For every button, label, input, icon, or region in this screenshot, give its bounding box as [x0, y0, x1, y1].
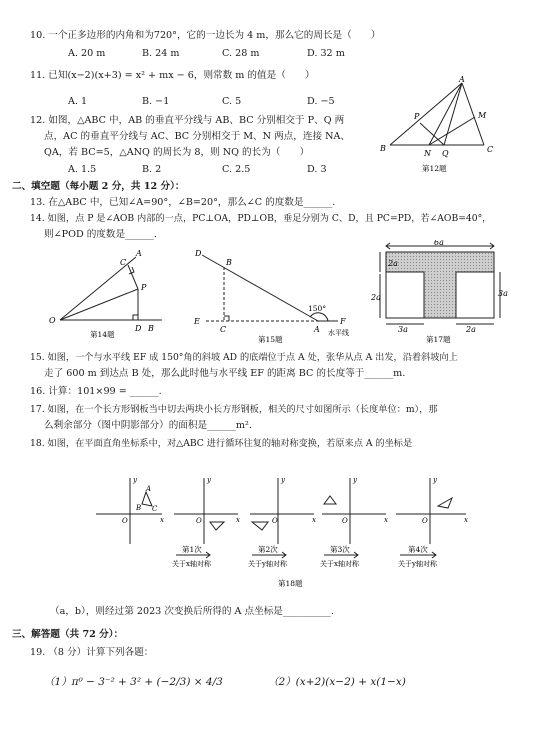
section-2-title: 二、填空题（每小题 2 分，共 12 分）：: [12, 181, 185, 192]
q19-part-2: （2）(x+2)(x−2) + x(1−x): [268, 676, 406, 688]
fig14-label-a: A: [136, 249, 142, 258]
fig14-label-b: B: [148, 324, 154, 333]
fig18-p5-x-label: x: [464, 516, 468, 524]
fig18-step-1: 第1次: [182, 545, 202, 554]
fig14-label-c: C: [120, 258, 127, 267]
fig18-p1-label-b: B: [136, 504, 142, 512]
fig18-rule-4: 关于y轴对称: [398, 560, 437, 568]
figure-15: [188, 245, 358, 345]
fig15-angle-label: 150°: [308, 304, 327, 313]
fig17-label-bottom-left: 3a: [398, 325, 408, 334]
fig18-step-2: 第2次: [258, 545, 278, 554]
q12-option-b: B. 2: [142, 164, 162, 175]
q17-line-1: 17. 如图，在一个长方形钢板当中切去两块小长方形钢板，相关的尺寸如图所示（长度单位：m），那: [30, 404, 438, 415]
q12-line-1: 12. 如图，△ABC 中，AB 的垂直平分线与 AB、BC 分别相交于 P、Q 两: [30, 115, 345, 126]
fig15-label-a: A: [314, 325, 320, 334]
q15-line-2: 走了 600 m 到达点 B 处，那么此时他与水平线 EF 的距离 BC 的长度等于______m.: [44, 368, 406, 379]
fig18-p4-x-label: x: [384, 516, 388, 524]
figure-18: [92, 470, 492, 592]
fig18-rule-3: 关于x轴对称: [320, 560, 359, 568]
fig12-label-m: M: [478, 111, 487, 120]
fig15-horizontal-label: 水平线: [328, 329, 349, 337]
fig18-rule-1: 关于x轴对称: [172, 560, 211, 568]
q12-line-2: 点，AC 的垂直平分线与 AC、BC 分别相交于 M、N 两点，连接 NA、: [44, 131, 351, 142]
fig12-label-n: N: [424, 149, 431, 158]
q13-stem: 13. 在△ABC 中，已知∠A=90°，∠B=20°，那么∠C 的度数是______.: [30, 197, 336, 208]
fig18-p4-origin: O: [342, 517, 348, 525]
fig18-p3-y-label: y: [281, 476, 285, 484]
fig17-label-bottom-right: 2a: [466, 325, 476, 334]
fig18-p2-origin: O: [196, 517, 202, 525]
q10-option-c: C. 28 m: [222, 48, 260, 59]
figure-12: [372, 75, 512, 175]
fig18-p2-y-label: y: [207, 476, 211, 484]
q11-option-b: B. −1: [142, 96, 170, 107]
fig18-p1-origin: O: [122, 517, 128, 525]
q11-option-a: A. 1: [68, 96, 88, 107]
fig18-p1-x-label: x: [160, 516, 164, 524]
q16-stem: 16. 计算：101×99 = ______.: [30, 386, 162, 397]
q11-option-d: D. −5: [307, 96, 335, 107]
fig14-label-o: O: [49, 316, 56, 325]
q10-option-a: A. 20 m: [68, 48, 106, 59]
q11-option-c: C. 5: [222, 96, 242, 107]
q12-option-c: C. 2.5: [222, 164, 251, 175]
fig18-p5-y-label: y: [433, 476, 437, 484]
fig18-caption: 第18题: [278, 579, 303, 588]
fig17-caption: 第17题: [426, 335, 451, 344]
fig14-label-p: P: [141, 283, 147, 292]
q10-option-d: D. 32 m: [307, 48, 345, 59]
fig18-p4-y-label: y: [353, 476, 357, 484]
q14-line-1: 14. 如图，点 P 是∠AOB 内部的一点，PC⊥OA，PD⊥OB，垂足分别为 C、D，且 PC=PD，若∠AOB=40°，: [30, 213, 492, 224]
q12-line-3: QA，若 BC=5，△ANQ 的周长为 8，则 NQ 的长为（ ）: [44, 147, 310, 158]
q19-stem: 19. （8 分）计算下列各题：: [30, 647, 154, 658]
fig17-label-left-lower: 2a: [371, 293, 381, 302]
q12-option-d: D. 3: [307, 164, 327, 175]
fig17-label-right: 3a: [498, 289, 508, 298]
fig18-p5-origin: O: [422, 517, 428, 525]
fig18-step-4: 第4次: [408, 545, 428, 554]
fig12-label-q: Q: [442, 149, 449, 158]
q10-option-b: B. 24 m: [142, 48, 180, 59]
fig15-label-b: B: [226, 258, 232, 267]
fig18-step-3: 第3次: [330, 545, 350, 554]
fig14-caption: 第14题: [90, 330, 115, 339]
q12-option-a: A. 1.5: [68, 164, 97, 175]
fig12-label-p: P: [414, 112, 420, 121]
fig12-caption: 第12题: [422, 164, 447, 173]
figure-14: [40, 245, 180, 340]
fig18-rule-2: 关于y轴对称: [248, 560, 287, 568]
q11-stem: 11. 已知(x−2)(x+3) = x² + mx − 6，则常数 m 的值是（ ）: [30, 70, 315, 81]
q17-line-2: 么剩余部分（图中阴影部分）的面积是______m².: [44, 420, 252, 431]
q18-stem: 18. 如图，在平面直角坐标系中，对△ABC 进行循环往复的轴对称变换，若原来点 A 的坐标是: [30, 438, 413, 449]
q15-line-1: 15. 如图，一个与水平线 EF 成 150°角的斜坡 AD 的底端位于点 A 处，张华从点 A 出发，沿着斜坡向上: [30, 352, 458, 363]
fig15-caption: 第15题: [258, 335, 283, 344]
fig18-p2-x-label: x: [236, 516, 240, 524]
section-3-title: 三、解答题（共 72 分）：: [12, 629, 124, 640]
fig17-label-top: 6a: [434, 240, 444, 247]
fig15-label-c: C: [220, 325, 227, 334]
fig18-p3-origin: O: [272, 517, 278, 525]
fig18-p1-label-c: C: [152, 505, 158, 513]
fig12-label-a: A: [459, 75, 465, 84]
fig15-label-d: D: [195, 249, 202, 258]
fig17-label-left-upper: 2a: [388, 259, 398, 268]
fig12-label-b: B: [380, 144, 386, 153]
fig12-label-c: C: [487, 145, 494, 154]
fig14-label-d: D: [135, 324, 142, 333]
figure-17: [370, 240, 510, 345]
q18-tail: （a，b），则经过第 2023 次变换后所得的 A 点坐标是__________.: [50, 606, 334, 617]
fig18-p3-x-label: x: [312, 516, 316, 524]
q14-line-2: 则∠POD 的度数是______.: [44, 229, 157, 240]
fig18-p1-y-label: y: [133, 476, 137, 484]
q19-part-1: （1）π⁰ − 3⁻² + 3² + (−2/3) × 4/3: [44, 676, 223, 688]
fig18-p1-label-a: A: [146, 485, 152, 493]
fig15-label-f: F: [340, 317, 346, 326]
fig15-label-e: E: [194, 317, 200, 326]
q10-stem: 10. 一个正多边形的内角和为720°，它的一边长为 4 m，那么它的周长是（ ）: [30, 30, 381, 41]
